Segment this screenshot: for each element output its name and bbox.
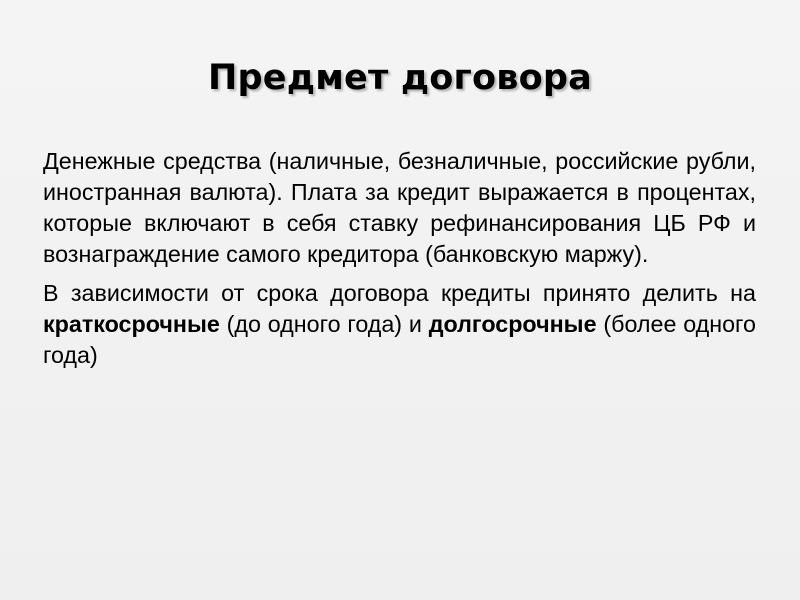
term-short-label: краткосрочные xyxy=(43,311,220,337)
slide-title: Предмет договора xyxy=(208,58,592,98)
paragraph-term-text-3: (более одного года) xyxy=(43,311,756,368)
paragraph-subject: Денежные средства (наличные, безналичные, российские рубли, иностранная валюта). Плата за кредит выражается в процентах, которые включают в себя ставку рефинансирования ЦБ РФ и вознаграждение самого кредитора (банковскую маржу). xyxy=(43,148,756,267)
slide-body xyxy=(43,146,756,379)
term-long-label: долгосрочные xyxy=(428,311,597,337)
paragraph-term-text-1: В зависимости от срока договора кредиты принято делить на xyxy=(43,280,756,306)
paragraph-term-text-2: (до одного года) и xyxy=(219,311,429,337)
paragraph-term xyxy=(43,278,756,371)
